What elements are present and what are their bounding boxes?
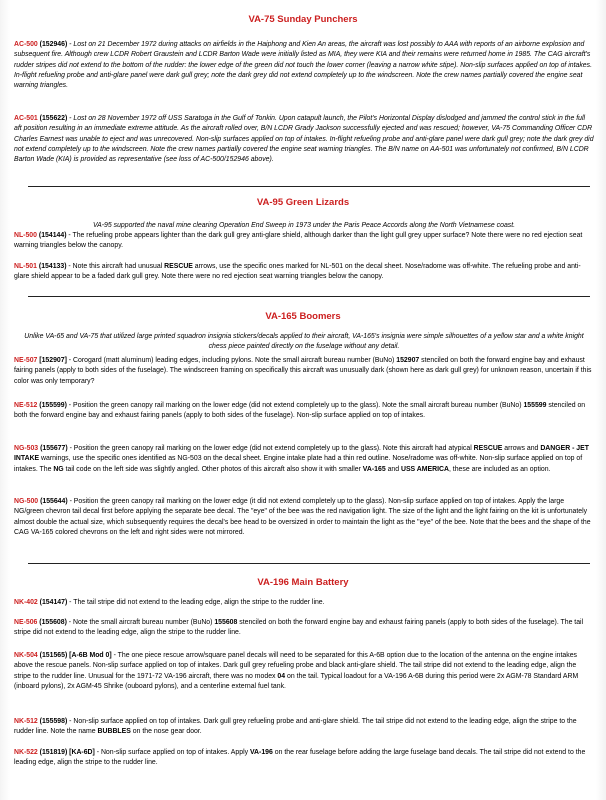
section-divider xyxy=(28,296,590,297)
bureau-number: (154147) xyxy=(39,599,68,606)
entry-nk512 xyxy=(14,717,594,738)
aircraft-code: NK-402 xyxy=(14,599,38,606)
entry-text: - Note the small aircraft bureau number (BuNo) xyxy=(66,619,215,626)
entry-text: , these are included as an option. xyxy=(448,465,551,473)
entry-text: stenciled on both the forward engine bay and exhaust fairing panels (apply to both sides of the fuselage). The tail stripe did not extend to the leading edge, align the stripe to the rudder line. xyxy=(14,619,584,637)
bureau-number: (155644) xyxy=(40,498,68,505)
entry-text: stenciled on both the forward engine bay and exhaust fairing panels (apply to both sides of the fuselage). The windscreen framing on specifically this aircraft was unusually dark (shown here as dark gull grey) for unknown reason, uncertain if this color was only temporary? xyxy=(14,357,592,385)
bureau-number: (154133) xyxy=(38,263,67,270)
entry-ac500 xyxy=(14,40,594,91)
entry-text: - The refueling probe appears lighter than the dark gull grey anti-glare shield, although darker than the light gull grey upper surface? Note there were no red ejection seat warning triangles below the canopy. xyxy=(14,232,583,250)
entry-text: on the rear fuselage before adding the large fuselage band decals. The tail stripe did not extend to the leading edge, align the stripe to the rudder line. xyxy=(14,749,586,767)
entry-text: - Lost on 21 December 1972 during attacks on airfields in the Haiphong and Kien An areas, the aircraft was lost possibly to AAA with reports of an airborne explosion and subsequent fire. Although crew LCDR Robert Graustein and LCDR Barton Wade were initially listed as MIA, they were KIA and their remains were returned home in 1985. The CAG aircraft's rudder stripes did not extend to the bottom of the rudder: the lower edge of the green did not touch the lower corner (leaving a narrow white stipe). Non-slip surfaces applied on top of intakes. In-flight refueling probe and anti-glare panel were dark gull grey; note the dark grey did not extend completely up to the windscreen. Note the crew names partially covered the engine seat warning triangles. xyxy=(14,41,592,90)
aircraft-code: NK-504 xyxy=(14,652,38,659)
aircraft-code: NL-501 xyxy=(14,263,37,270)
entry-ne507 xyxy=(14,356,594,387)
bureau-number: (151565) [A-6B Mod 0] xyxy=(39,652,112,659)
bureau-number: (151819) [KA-6D] xyxy=(39,749,95,756)
entry-bold-text: VA-196 xyxy=(249,749,273,756)
aircraft-code: AC-500 xyxy=(14,41,38,48)
section-title-va75: VA-75 Sunday Punchers xyxy=(248,14,358,25)
entry-text: - Non-slip surface applied on top of intakes. Dark gull grey refueling probe and anti-glare shield. The tail stripe did not extend to the leading edge, align the stripe to the rudder line. Note the name xyxy=(14,718,577,736)
entry-text: warnings, use the specific ones identified as NG-503 on the decal sheet. Engine intake plate had a thin red outline. Nose/radome was off-white. Non-slip surface applied on top of intakes. The xyxy=(14,455,583,473)
entry-bold-text: RESCUE xyxy=(473,445,503,452)
entry-bold-text: 04 xyxy=(277,672,286,680)
section-divider xyxy=(28,186,590,187)
aircraft-code: NE-512 xyxy=(14,402,38,409)
aircraft-code: NE-507 xyxy=(14,357,38,364)
entry-text: - The one piece rescue arrow/square panel decals will need to be separated for this A-6B option due to the location of the antenna on the engine intakes above the rescue panels. Non-slip surface applied on top of intakes. Dark gull grey refueling probe and black anti-glare shield. The tail stripe did not extend to the leading edge, align the stripe to the rudder line. Unusual for the 1971-72 VA-196 aircraft, there was no modex xyxy=(14,652,577,680)
bureau-number: (155599) xyxy=(39,402,67,409)
entry-nl501 xyxy=(14,262,594,283)
entry-text: - Lost on 28 November 1972 off USS Saratoga in the Gulf of Tonkin. Upon catapult launch, the Pilot's Horizontal Display dislodged and jammed the control stick in the full aft position resulting in an immediate extreme attitude. As the aircraft rolled over, B/N LCDR Grady Jackson successfully ejected and was rescued; however, VA-75 Commanding Officer CDR Charles Earnest was unable to eject and was unrecovered. Non-slip surfaces applied on top of intakes. In-flight refueling probe and anti-glare panel were dark gull grey; note the dark grey did not extend completely up to the windscreen. Note the crew names partially covered the engine seat warning triangles. The B/N name on AA-501 was unfortunately not confirmed, B/N LCDR Barton Wade (KIA) is provided as representative (see loss of AC-500/152946 above). xyxy=(14,115,594,164)
entry-text: stenciled on both the forward engine bay and exhaust fairing panels (apply to both sides of the fuselage). Non-slip surface applied on top of intakes. xyxy=(14,402,586,420)
aircraft-code: NK-512 xyxy=(14,718,38,725)
bureau-number: (152946) xyxy=(39,41,68,48)
entry-text: - Position the green canopy rail marking on the lower edge (did not extend completely up to the glass). Note this aircraft had atypical xyxy=(67,445,474,452)
entry-bold-text: USS AMERICA xyxy=(400,465,449,473)
entry-text: on the nose gear door. xyxy=(130,728,202,736)
section-intro-va95: VA-95 supported the naval mine clearing Operation End Sweep in 1973 under the Paris Peace Accords along the North Vietnamese coast. xyxy=(92,222,516,229)
entry-bold-text: BUBBLES xyxy=(97,728,131,736)
entry-text: - The tail stripe did not extend to the leading edge, align the stripe to the rudder line. xyxy=(67,599,325,606)
entry-nk504 xyxy=(14,651,594,692)
entry-ne506 xyxy=(14,618,594,639)
aircraft-code: NL-500 xyxy=(14,232,37,239)
entry-ac501 xyxy=(14,114,594,165)
bureau-number: (155598) xyxy=(39,718,68,725)
entry-bold-text: RESCUE xyxy=(164,263,193,270)
entry-nk522 xyxy=(14,748,594,769)
bureau-number: (155622) xyxy=(39,115,68,122)
entry-ng503 xyxy=(14,444,594,475)
bureau-number: [152907] xyxy=(39,357,67,364)
entry-text: - Non-slip surface applied on top of intakes. Apply xyxy=(94,749,250,756)
bureau-number: (155608) xyxy=(39,619,67,626)
entry-text: tail code on the left side was slightly angled. Other photos of this aircraft also show it with smaller xyxy=(63,465,363,473)
aircraft-code: NG-503 xyxy=(14,445,39,452)
entry-bold-text: 152907 xyxy=(396,357,420,364)
entry-text: arrows, use the specific ones marked for NL-501 on the decal sheet. Nose/radome was off-white. The refueling probe and anti-glare shield appear to be a faded dark gull grey. Note there were no red ejection seat warning triangles below the canopy. xyxy=(14,263,581,281)
entry-text: - Position the green canopy rail marking on the lower edge (did not extend completely up to the glass). Note the small aircraft bureau number (BuNo) xyxy=(66,402,524,409)
entry-bold-text: 155599 xyxy=(523,402,547,409)
entry-text: on the tail. Typical loadout for a VA-196 A-6B during this period were 2x AGM-78 Standard ARM (inboard pylons), 2x AGM-45 Shrike (ouboard pylons), and a centerline external fuel tank. xyxy=(14,672,579,690)
entry-ng500 xyxy=(14,497,594,538)
section-title-va196: VA-196 Main Battery xyxy=(257,577,349,588)
aircraft-code: NE-506 xyxy=(14,619,38,626)
bureau-number: (155677) xyxy=(40,445,68,452)
aircraft-code: AC-501 xyxy=(14,115,38,122)
bureau-number: (154144) xyxy=(38,232,67,239)
entry-text: - Position the green canopy rail marking on the lower edge (it did not extend completely up to the glass). Non-slip surface applied on top of intakes. Apply the large NG/green chevron tail decal first before applying the separate bee decal. The "eye" of the bee was the red navigation light. The size of the light and the light fairing on the kit is unfortunately almost double the actual size, which subsequently requires the decal's bee head to be oversized in order to maintain the light as the "eye" of the bee. Note that the bees and the shape of the CAG VA-165 colored chevrons on the left and right sides were not mirrored. xyxy=(14,498,591,536)
entry-text: and xyxy=(385,465,401,473)
section-intro-va165: Unlike VA-65 and VA-75 that utilized large printed squadron insignia stickers/decals applied to their aircraft, VA-165's insignia were simple silhouettes of a yellow star and a white knight chess piece painted directly on the fuselage without any detail. xyxy=(24,333,584,351)
entry-nl500 xyxy=(14,231,594,252)
entry-ne512 xyxy=(14,401,594,422)
section-title-va165: VA-165 Boomers xyxy=(265,311,341,322)
section-divider xyxy=(28,563,590,564)
entry-nk402 xyxy=(14,598,594,608)
entry-text: - Corogard (matt aluminum) leading edges, including pylons. Note the small aircraft bureau number (BuNo) xyxy=(66,357,397,364)
entry-text: arrows and xyxy=(502,445,541,452)
aircraft-code: NG-500 xyxy=(14,498,39,505)
entry-text: - Note this aircraft had unusual xyxy=(66,263,165,270)
entry-bold-text: 155608 xyxy=(214,619,238,626)
entry-bold-text: VA-165 xyxy=(362,465,386,473)
aircraft-code: NK-522 xyxy=(14,749,38,756)
section-title-va95: VA-95 Green Lizards xyxy=(256,197,350,208)
entry-bold-text: NG xyxy=(53,465,64,473)
entry-bold-text: DANGER - JET INTAKE xyxy=(14,445,589,463)
